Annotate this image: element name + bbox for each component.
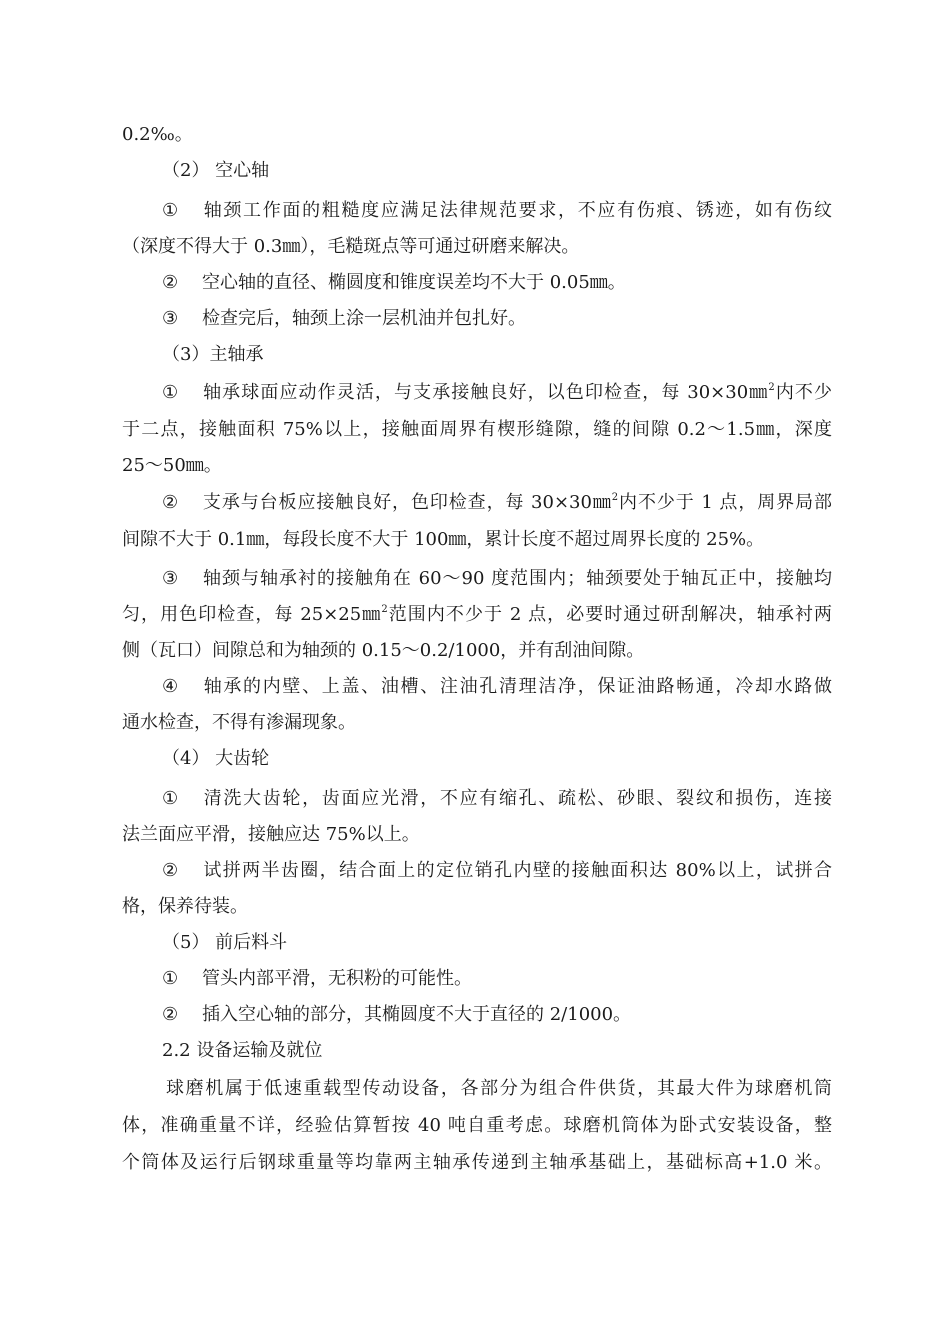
item-number: ①: [162, 382, 179, 403]
text-span: 内不少: [774, 382, 832, 403]
text-span: 试拼两半齿圈，结合面上的定位销孔内壁的接触面积达 80%以上，试拼合: [202, 860, 832, 881]
superscript: 2: [381, 604, 388, 615]
text-span: 管头内部平滑，无积粉的可能性。: [202, 968, 472, 989]
paragraph-line: 通水检查，不得有渗漏现象。: [122, 712, 356, 733]
section-heading-main-bearing: （3）主轴承: [162, 344, 264, 365]
superscript: 2: [768, 382, 775, 393]
text-span: 轴颈与轴承衬的接触角在 60～90 度范围内；轴颈要处于轴瓦正中，接触均: [202, 568, 832, 589]
paragraph-line: [162, 270, 832, 296]
text-span: 支承与台板应接触良好，色印检查，每 30×30㎜: [202, 492, 612, 513]
text-span: 轴承球面应动作灵活，与支承接触良好，以色印检查，每 30×30㎜: [202, 382, 769, 403]
text-span: 匀，用色印检查，每 25×25㎜: [122, 604, 382, 625]
item-number: ①: [162, 968, 179, 989]
item-number: ④: [162, 676, 179, 697]
text-span: 插入空心轴的部分，其椭圆度不大于直径的 2/1000。: [202, 1004, 632, 1025]
section-heading-transport: 2.2 设备运输及就位: [162, 1040, 323, 1061]
paragraph-line: 个筒体及运行后钢球重量等均靠两主轴承传递到主轴承基础上，基础标高+1.0 米。: [122, 1152, 832, 1173]
paragraph-line: [162, 566, 832, 592]
section-heading-hoppers: （5） 前后料斗: [162, 932, 288, 953]
paragraph-line: [162, 858, 832, 884]
text-span: 内不少于 1 点，周界局部: [618, 492, 832, 513]
paragraph-line: 法兰面应平滑，接触应达 75%以上。: [122, 824, 420, 845]
item-number: ②: [162, 1004, 179, 1025]
text-span: 范围内不少于 2 点，必要时通过研刮解决，轴承衬两: [387, 604, 832, 625]
paragraph-line: [162, 198, 832, 224]
section-heading-hollow-shaft: （2） 空心轴: [162, 160, 270, 181]
paragraph-line: 间隙不大于 0.1㎜，每段长度不大于 100㎜，累计长度不超过周界长度的 25%。: [122, 529, 765, 550]
item-number: ③: [162, 308, 179, 329]
paragraph-line: [162, 786, 832, 812]
paragraph-line: 球磨机属于低速重载型传动设备，各部分为组合件供货，其最大件为球磨机筒: [166, 1078, 832, 1099]
paragraph-line: 体，准确重量不详，经验估算暂按 40 吨自重考虑。球磨机筒体为卧式安装设备，整: [122, 1115, 832, 1136]
paragraph-line: 格，保养待装。: [122, 896, 248, 917]
section-heading-large-gear: （4） 大齿轮: [162, 748, 270, 769]
paragraph-line: [122, 602, 832, 628]
item-number: ①: [162, 788, 179, 809]
item-number: ②: [162, 272, 179, 293]
text-span: 清洗大齿轮，齿面应光滑，不应有缩孔、疏松、砂眼、裂纹和损伤，连接: [202, 788, 832, 809]
text-span: 检查完后，轴颈上涂一层机油并包扎好。: [202, 308, 526, 329]
paragraph-line: [162, 1002, 832, 1028]
text-span: 空心轴的直径、椭圆度和锥度误差均不大于 0.05㎜。: [202, 272, 626, 293]
paragraph-line: [162, 306, 832, 332]
paragraph-line: 25～50㎜。: [122, 455, 222, 476]
item-number: ①: [162, 200, 179, 221]
paragraph-line: 于二点，接触面积 75%以上，接触面周界有楔形缝隙，缝的间隙 0.2～1.5㎜，深度: [122, 419, 832, 440]
paragraph-line: 侧（瓦口）间隙总和为轴颈的 0.15～0.2/1000，并有刮油间隙。: [122, 640, 645, 661]
paragraph-line: [162, 490, 832, 516]
paragraph-line: [162, 674, 832, 700]
text-span: 轴颈工作面的粗糙度应满足法律规范要求，不应有伤痕、锈迹，如有伤纹: [202, 200, 832, 221]
paragraph-line: [162, 966, 832, 992]
paragraph-line: [162, 380, 832, 406]
superscript: 2: [611, 492, 619, 503]
paragraph-line: （深度不得大于 0.3㎜），毛糙斑点等可通过研磨来解决。: [122, 236, 580, 257]
text-line: 0.2‰。: [122, 124, 193, 145]
item-number: ②: [162, 860, 179, 881]
item-number: ②: [162, 492, 179, 513]
item-number: ③: [162, 568, 179, 589]
text-span: 轴承的内壁、上盖、油槽、注油孔清理洁净，保证油路畅通，冷却水路做: [202, 676, 832, 697]
